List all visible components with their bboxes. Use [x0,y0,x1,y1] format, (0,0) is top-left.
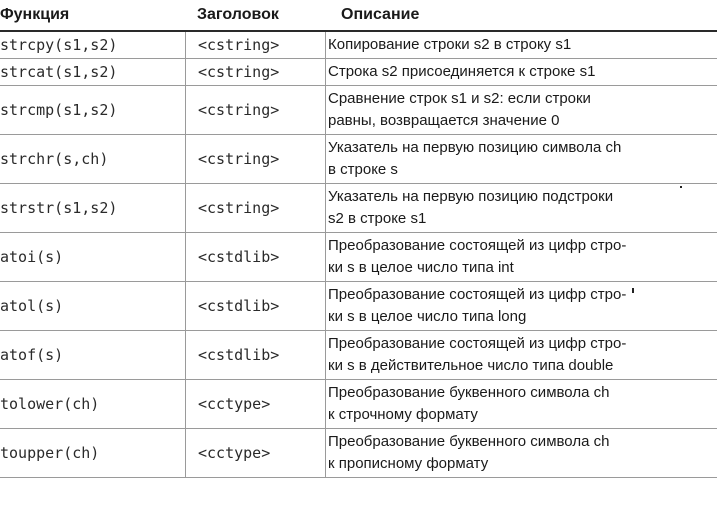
table-row [0,135,717,184]
scan-speck [632,288,634,293]
description-cell [325,32,717,58]
description-cell [325,331,717,379]
function-cell: toupper(ch) [0,444,100,462]
header-description: Описание [341,6,420,23]
table-row [0,282,717,331]
table-header-row [0,0,717,32]
header-cell: <cstring> [185,59,325,85]
table-row [0,184,717,233]
description-line: Преобразование буквенного символа ch [328,384,610,401]
header-cell: <cstring> [185,86,325,134]
description-line: в строке s [328,161,398,178]
description-line: Копирование строки s2 в строку s1 [328,36,572,53]
description-cell [325,380,717,428]
scan-speck [680,186,682,188]
description-cell [325,429,717,477]
table-body [0,32,717,478]
header-cell: <cctype> [185,429,325,477]
description-cell [325,59,717,85]
header-cell: <cstring> [185,184,325,232]
description-line: Указатель на первую позицию символа ch [328,139,622,156]
description-line: Преобразование состоящей из цифр стро- [328,286,627,303]
description-line: Строка s2 присоединяется к строке s1 [328,63,596,80]
description-line: ки s в действительное число типа double [328,357,614,374]
function-cell: atof(s) [0,346,64,364]
description-line: к прописному формату [328,455,489,472]
function-cell: strcat(s1,s2) [0,63,118,81]
description-cell [325,86,717,134]
function-cell: strcmp(s1,s2) [0,101,118,119]
table-row [0,32,717,59]
description-cell [325,135,717,183]
table-row [0,86,717,135]
table-row [0,59,717,86]
description-line: Преобразование буквенного символа ch [328,433,610,450]
header-cell: <cstdlib> [185,233,325,281]
description-line: к строчному формату [328,406,478,423]
description-cell [325,282,717,330]
function-cell: atol(s) [0,297,64,315]
header-header: Заголовок [197,6,279,23]
description-line: Сравнение строк s1 и s2: если строки [328,90,591,107]
description-line: равны, возвращается значение 0 [328,112,560,129]
header-cell: <cstring> [185,32,325,58]
table-row [0,233,717,282]
header-cell: <cstdlib> [185,331,325,379]
function-cell: atoi(s) [0,248,64,266]
header-function: Функция [0,6,70,23]
description-line: ки s в целое число типа int [328,259,514,276]
function-cell: strcpy(s1,s2) [0,36,118,54]
function-cell: strchr(s,ch) [0,150,109,168]
function-cell: strstr(s1,s2) [0,199,118,217]
description-cell [325,184,717,232]
description-line: Преобразование состоящей из цифр стро- [328,237,627,254]
table-row [0,331,717,380]
header-cell: <cstdlib> [185,282,325,330]
description-line: ки s в целое число типа long [328,308,527,325]
header-cell: <cstring> [185,135,325,183]
description-line: Указатель на первую позицию подстроки [328,188,614,205]
header-cell: <cctype> [185,380,325,428]
function-cell: tolower(ch) [0,395,100,413]
table-row [0,429,717,478]
description-line: Преобразование состоящей из цифр стро- [328,335,627,352]
description-cell [325,233,717,281]
description-line: s2 в строке s1 [328,210,427,227]
table-row [0,380,717,429]
